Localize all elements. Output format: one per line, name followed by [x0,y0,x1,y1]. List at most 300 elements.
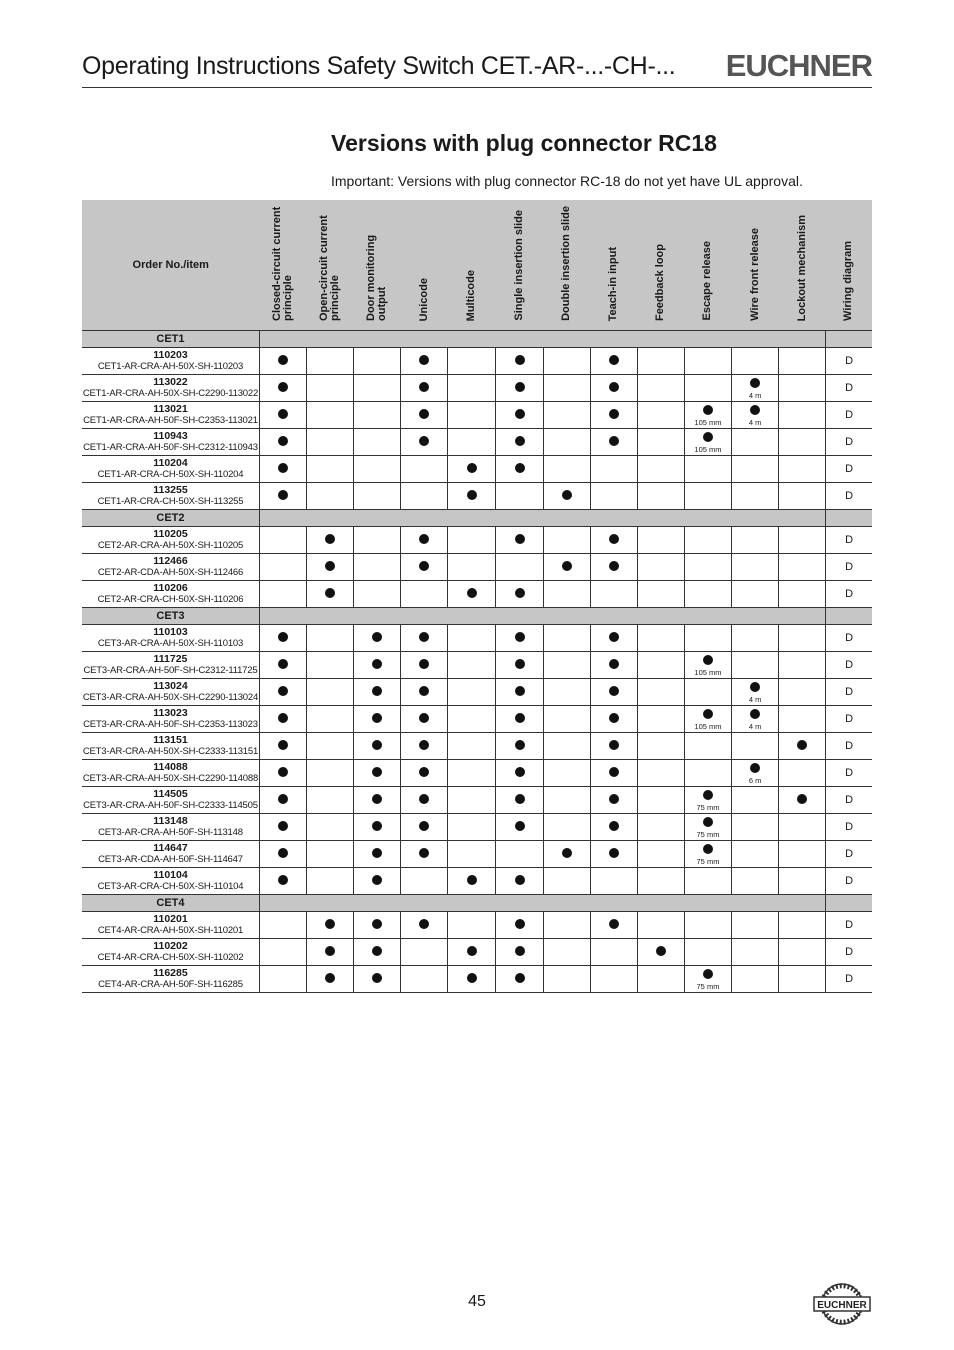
feature-dot [609,686,619,696]
wiring-diagram-cell: D [826,760,872,787]
order-number: 110206 [153,582,188,594]
feature-dot [467,875,477,885]
feature-cell [637,527,684,554]
feature-cell [590,733,637,760]
feature-cell [354,483,401,510]
feature-dot [419,821,429,831]
feature-dot [515,534,525,544]
feature-cell [590,868,637,895]
feature-dot [278,848,288,858]
feature-cell [259,787,306,814]
feature-dot [609,409,619,419]
feature-cell [543,966,590,993]
feature-cell [307,429,354,456]
feature-dot [419,767,429,777]
order-item-cell [82,652,259,679]
feature-cell [496,760,543,787]
wiring-diagram-cell: D [826,868,872,895]
feature-cell [590,760,637,787]
feature-cell [637,402,684,429]
feature-cell [637,787,684,814]
feature-dot [278,490,288,500]
feature-cell [307,483,354,510]
feature-cell [637,554,684,581]
feature-dot [515,875,525,885]
feature-dot [278,382,288,392]
feature-cell [543,375,590,402]
feature-cell [590,966,637,993]
feature-dot [372,767,382,777]
feature-cell [496,375,543,402]
feature-dot [325,946,335,956]
wiring-diagram-cell: D [826,912,872,939]
feature-cell [543,429,590,456]
feature-dot [515,740,525,750]
feature-cell [732,868,779,895]
feature-cell [259,912,306,939]
column-header-label: Multicode [465,269,478,321]
feature-detail: 105 mm [694,722,722,731]
feature-dot [419,713,429,723]
feature-dot [372,919,382,929]
feature-dot [372,659,382,669]
feature-cell [354,966,401,993]
order-number: 110204 [153,457,188,469]
feature-cell [590,625,637,652]
order-number: 111725 [153,653,188,665]
feature-cell [448,706,496,733]
feature-cell [637,483,684,510]
feature-cell [543,581,590,608]
feature-cell [448,868,496,895]
group-row-fill [826,331,872,348]
feature-cell [590,456,637,483]
feature-cell [307,733,354,760]
feature-cell [779,706,826,733]
feature-cell [307,581,354,608]
feature-cell [307,868,354,895]
feature-cell [496,554,543,581]
feature-cell [496,868,543,895]
feature-cell [448,456,496,483]
feature-cell [354,429,401,456]
feature-cell [543,625,590,652]
feature-cell [354,581,401,608]
feature-cell [259,966,306,993]
feature-dot [372,821,382,831]
feature-dot [278,740,288,750]
order-number: 110104 [153,869,188,881]
feature-cell [307,625,354,652]
feature-dot [372,686,382,696]
feature-dot [278,632,288,642]
feature-cell [543,706,590,733]
feature-dot [515,973,525,983]
feature-dot [372,740,382,750]
feature-dot [278,463,288,473]
feature-cell [779,760,826,787]
item-code: CET1-AR-CRA-AH-50X-SH-110203 [97,361,244,372]
feature-cell [590,679,637,706]
column-header-label: Open-circuit current principle [318,215,342,321]
table-row [82,652,872,679]
feature-cell [307,814,354,841]
feature-cell [590,348,637,375]
feature-cell [732,348,779,375]
feature-cell [307,679,354,706]
feature-cell [448,814,496,841]
item-code: CET1-AR-CRA-AH-50F-SH-C2312-110943 [83,442,258,453]
item-code: CET3-AR-CRA-AH-50X-SH-C2290-114088 [82,773,259,784]
feature-detail: 4 m [748,722,762,731]
feature-dot [278,436,288,446]
order-number: 110205 [153,528,188,540]
table-row [82,625,872,652]
feature-cell [401,787,448,814]
feature-dot [750,378,760,388]
item-code: CET1-AR-CRA-CH-50X-SH-110204 [97,469,244,480]
feature-cell [779,787,826,814]
item-code: CET4-AR-CRA-AH-50X-SH-110201 [97,925,244,936]
feature-cell [448,966,496,993]
feature-dot [325,534,335,544]
feature-cell [590,527,637,554]
feature-cell [259,483,306,510]
feature-cell [354,912,401,939]
feature-cell [307,760,354,787]
feature-cell [307,966,354,993]
item-code: CET3-AR-CRA-AH-50F-SH-C2312-111725 [83,665,258,676]
feature-cell [307,554,354,581]
feature-cell [543,912,590,939]
column-header [543,200,590,331]
group-row [82,608,872,625]
column-header [496,200,543,331]
column-header-label: Closed-circuit current principle [270,206,294,321]
order-item-cell [82,456,259,483]
feature-dot [278,659,288,669]
feature-cell [496,456,543,483]
feature-dot [278,875,288,885]
order-item-cell [82,581,259,608]
feature-cell [732,581,779,608]
feature-dot [372,875,382,885]
item-code: CET4-AR-CRA-AH-50F-SH-116285 [98,979,243,990]
feature-cell [590,939,637,966]
feature-dot [562,561,572,571]
feature-dot [419,659,429,669]
item-code: CET3-AR-CRA-AH-50F-SH-C2333-114505 [83,800,258,811]
feature-cell [779,483,826,510]
feature-cell [448,912,496,939]
feature-cell [684,912,731,939]
feature-cell [779,429,826,456]
feature-cell [732,841,779,868]
column-header-label: Teach-in input [607,246,620,321]
group-row-fill [259,331,825,348]
feature-detail: 75 mm [696,857,720,866]
item-code: CET1-AR-CRA-AH-50X-SH-C2290-113022 [82,388,259,399]
feature-cell [684,966,731,993]
column-header [401,200,448,331]
feature-cell [684,554,731,581]
feature-cell [259,456,306,483]
feature-cell [590,375,637,402]
feature-cell [637,841,684,868]
feature-cell [448,841,496,868]
feature-cell [401,966,448,993]
feature-cell [684,814,731,841]
group-label: CET3 [82,608,259,625]
feature-cell [354,625,401,652]
feature-cell [732,760,779,787]
feature-cell [448,760,496,787]
column-header-label: Door monitoring output [365,234,389,321]
feature-dot [278,686,288,696]
feature-cell [401,868,448,895]
feature-cell [732,554,779,581]
feature-cell [684,679,731,706]
feature-cell [259,402,306,429]
group-row-fill [826,510,872,527]
order-number: 110201 [153,913,188,925]
feature-cell [590,652,637,679]
order-number: 113021 [153,403,188,415]
feature-dot [609,355,619,365]
feature-cell [496,652,543,679]
feature-dot [467,946,477,956]
feature-dot [750,709,760,719]
feature-dot [750,682,760,692]
feature-cell [401,679,448,706]
feature-cell [684,733,731,760]
wiring-diagram-cell: D [826,402,872,429]
feature-cell [354,733,401,760]
feature-dot [609,919,619,929]
feature-cell [779,868,826,895]
column-header [779,200,826,331]
feature-cell [543,402,590,429]
feature-dot [515,355,525,365]
feature-cell [354,375,401,402]
feature-cell [543,760,590,787]
feature-cell [590,787,637,814]
feature-cell [637,760,684,787]
feature-dot [278,713,288,723]
feature-cell [259,679,306,706]
feature-cell [732,787,779,814]
feature-cell [732,966,779,993]
feature-cell [448,429,496,456]
order-item-cell [82,679,259,706]
feature-dot [278,767,288,777]
feature-cell [779,679,826,706]
feature-cell [496,527,543,554]
feature-dot [703,709,713,719]
feature-cell [259,554,306,581]
feature-cell [543,652,590,679]
feature-dot [372,973,382,983]
feature-cell [637,706,684,733]
feature-dot [515,659,525,669]
feature-cell [448,733,496,760]
order-number: 113023 [153,707,188,719]
header-divider [82,87,872,88]
feature-cell [259,733,306,760]
feature-dot [467,490,477,500]
feature-cell [637,456,684,483]
feature-cell [401,348,448,375]
order-number: 114505 [153,788,188,800]
feature-cell [354,527,401,554]
feature-cell [354,402,401,429]
order-item-cell [82,402,259,429]
order-number: 113024 [153,680,188,692]
feature-cell [259,527,306,554]
feature-cell [307,652,354,679]
feature-dot [797,794,807,804]
column-header-label: Wire front release [748,228,761,321]
feature-cell [779,939,826,966]
feature-cell [259,868,306,895]
euchner-seal-logo [812,1281,872,1327]
table-row [82,402,872,429]
feature-dot [419,794,429,804]
feature-dot [419,632,429,642]
table-row [82,760,872,787]
wiring-diagram-cell: D [826,733,872,760]
feature-dot [278,355,288,365]
feature-cell [684,348,731,375]
page-number: 45 [468,1293,486,1310]
order-item-cell [82,429,259,456]
feature-cell [732,814,779,841]
feature-dot [515,794,525,804]
group-row-fill [259,895,825,912]
feature-cell [684,402,731,429]
feature-cell [779,554,826,581]
column-header [637,200,684,331]
table-row [82,912,872,939]
table-row [82,841,872,868]
order-number: 116285 [153,967,188,979]
feature-dot [515,409,525,419]
feature-cell [637,679,684,706]
feature-cell [732,483,779,510]
feature-cell [732,527,779,554]
feature-cell [448,679,496,706]
column-header [732,200,779,331]
feature-cell [543,527,590,554]
feature-cell [448,652,496,679]
column-header-label: Wiring diagram [842,241,855,321]
item-code: CET3-AR-CRA-CH-50X-SH-110104 [97,881,244,892]
column-header [307,200,354,331]
order-number: 113255 [153,484,188,496]
feature-cell [732,679,779,706]
group-row-fill [826,608,872,625]
table-row [82,679,872,706]
feature-dot [419,534,429,544]
feature-dot [325,919,335,929]
feature-detail: 75 mm [696,830,720,839]
feature-cell [543,733,590,760]
feature-cell [590,841,637,868]
feature-cell [401,912,448,939]
feature-cell [496,787,543,814]
item-code: CET3-AR-CDA-AH-50F-SH-114647 [98,854,243,865]
wiring-diagram-cell: D [826,625,872,652]
order-item-cell [82,483,259,510]
feature-cell [590,706,637,733]
feature-cell [448,554,496,581]
feature-cell [448,402,496,429]
table-row [82,375,872,402]
feature-cell [637,939,684,966]
feature-dot [467,973,477,983]
feature-cell [401,939,448,966]
order-item-cell [82,554,259,581]
feature-cell [732,912,779,939]
column-header-label: Unicode [417,277,430,321]
feature-dot [515,919,525,929]
order-number: 113022 [153,376,188,388]
table-row [82,456,872,483]
table-row [82,868,872,895]
item-code: CET3-AR-CRA-AH-50F-SH-C2353-113023 [83,719,258,730]
order-item-cell [82,625,259,652]
table-row [82,966,872,993]
feature-cell [684,429,731,456]
feature-dot [278,409,288,419]
feature-cell [684,939,731,966]
feature-cell [354,554,401,581]
feature-cell [684,483,731,510]
feature-cell [307,841,354,868]
feature-dot [562,490,572,500]
table-row [82,814,872,841]
feature-cell [637,429,684,456]
feature-dot [609,767,619,777]
feature-cell [637,625,684,652]
order-item-cell [82,760,259,787]
item-code: CET3-AR-CRA-AH-50X-SH-C2333-113151 [82,746,259,757]
feature-cell [354,679,401,706]
feature-detail: 6 m [748,776,762,785]
group-row-fill [259,608,825,625]
feature-dot [562,848,572,858]
feature-cell [259,652,306,679]
order-item-cell [82,868,259,895]
section-title: Versions with plug connector RC18 [331,130,717,156]
column-header [354,200,401,331]
feature-cell [401,554,448,581]
order-number: 113148 [153,815,188,827]
feature-cell [590,554,637,581]
feature-cell [637,348,684,375]
feature-dot [372,848,382,858]
feature-detail: 105 mm [694,418,722,427]
feature-cell [732,625,779,652]
feature-cell [543,787,590,814]
feature-dot [609,382,619,392]
wiring-diagram-cell: D [826,787,872,814]
feature-cell [779,814,826,841]
feature-cell [307,787,354,814]
wiring-diagram-cell: D [826,706,872,733]
column-header [826,200,872,331]
feature-cell [259,814,306,841]
